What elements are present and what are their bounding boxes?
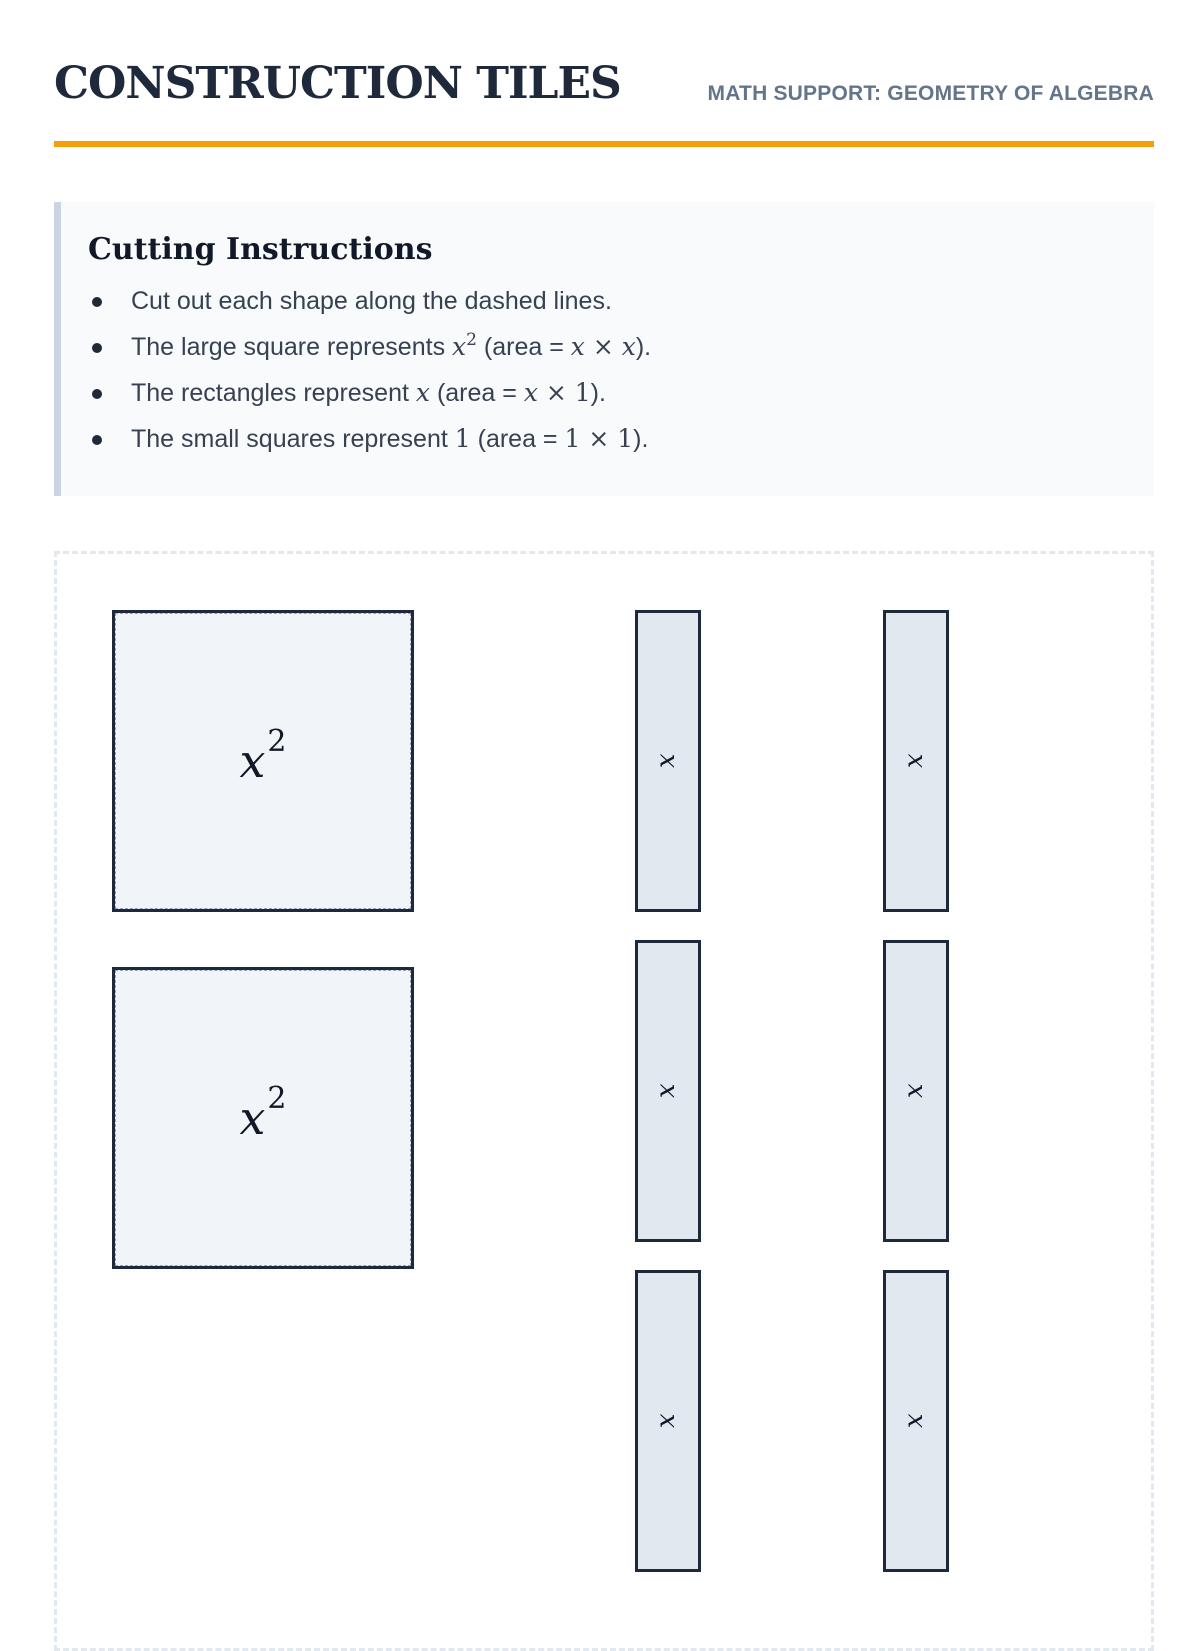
tile-label: x (652, 1413, 683, 1429)
cutting-instructions-panel (54, 202, 1154, 496)
tile-label: x 2 (239, 1080, 287, 1145)
page-subtitle: MATH SUPPORT: GEOMETRY OF ALGEBRA (707, 82, 1154, 105)
instruction-text: The small squares represent 1 (area = 1 × 1). (131, 424, 649, 453)
x-rectangle-tile[interactable] (635, 610, 701, 912)
x-rectangle-tile[interactable] (883, 1270, 949, 1572)
instruction-item (88, 419, 1088, 459)
instruction-text: Cut out each shape along the dashed lines. (131, 287, 612, 315)
bullet-icon (92, 297, 102, 307)
instruction-text: The large square represents $x^2$ (area = x × x). (131, 330, 652, 361)
tile-label: x (900, 1083, 931, 1099)
page-header (54, 0, 1154, 146)
x-squared-tile[interactable] (112, 967, 414, 1269)
instructions-title: Cutting Instructions (88, 232, 433, 267)
instruction-text: The rectangles represent x (area = x × 1). (131, 378, 606, 407)
x-rectangle-tile[interactable] (883, 940, 949, 1242)
instruction-item (88, 281, 1088, 321)
tile-label: x (652, 753, 683, 769)
tile-label: x (652, 1083, 683, 1099)
x-rectangle-tile[interactable] (635, 940, 701, 1242)
tile-label: x (900, 753, 931, 769)
header-divider (54, 141, 1154, 147)
instruction-item (88, 327, 1088, 367)
instruction-item (88, 373, 1088, 413)
bullet-icon (92, 343, 102, 353)
tile-label: x 2 (239, 723, 287, 788)
x-rectangle-tile[interactable] (883, 610, 949, 912)
tile-label: x (900, 1413, 931, 1429)
bullet-icon (92, 389, 102, 399)
bullet-icon (92, 435, 102, 445)
x-rectangle-tile[interactable] (635, 1270, 701, 1572)
x-squared-tile[interactable] (112, 610, 414, 912)
page-title: CONSTRUCTION TILES (54, 58, 621, 109)
cutout-tiles-area (54, 551, 1154, 1651)
